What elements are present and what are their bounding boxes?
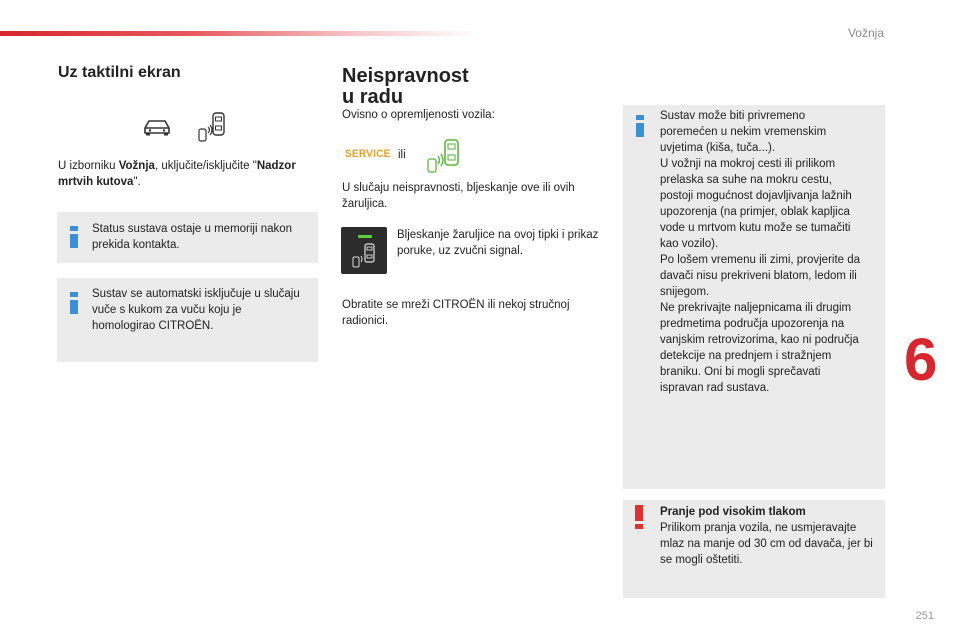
chapter-number: 6 xyxy=(904,326,938,393)
button-warning-text: Bljeskanje žaruljice na ovoj tipki i prikaz poruke, uz zvučni signal. xyxy=(397,229,599,257)
info-box-weather xyxy=(623,105,885,489)
function-name: Nadzor mrtvih kutova xyxy=(58,160,296,188)
contact-text: Obratite se mreži CITROËN ili nekoj stručnoj radionici. xyxy=(342,299,570,327)
menu-text-pre: U izborniku xyxy=(58,160,119,172)
info-icon xyxy=(70,226,78,248)
or-word: ili xyxy=(398,149,406,161)
menu-name: Vožnja xyxy=(118,160,155,172)
info-line: prelaska sa suhe na mokru cestu, xyxy=(660,174,832,186)
warning-icon xyxy=(635,505,643,529)
info-line: kao vozilo). xyxy=(660,238,719,250)
info-line: Sustav može biti privremeno xyxy=(660,110,806,122)
weather-info-text xyxy=(660,108,882,396)
blind-spot-warning-icon xyxy=(425,138,465,174)
blind-spot-icon xyxy=(351,243,379,269)
info-line: davači nisu prekriveni blatom, ledom ili xyxy=(660,270,857,282)
equipment-intro: Ovisno o opremljenosti vozila: xyxy=(342,109,495,121)
info-line: postoji mogućnost dojavljivanja lažnih xyxy=(660,190,852,202)
heading-line2: u radu xyxy=(342,86,404,108)
info-line: U vožnji na mokroj cesti ili prilikom xyxy=(660,158,836,170)
car-icon xyxy=(142,118,172,136)
info-line: Ne prekrivajte naljepnicama ili drugim xyxy=(660,302,852,314)
warning-box-pressure-wash xyxy=(623,500,885,598)
info-line: ispravan rad sustava. xyxy=(660,382,770,394)
info-box-memory xyxy=(57,212,318,263)
info-line: detekcije na prednjem i stražnjem xyxy=(660,350,832,362)
warning-title: Pranje pod visokim tlakom xyxy=(660,506,806,518)
menu-text-mid: , uključite/isključite " xyxy=(154,160,257,172)
info-text-memory: Status sustava ostaje u memoriji nakon prekida kontakta. xyxy=(92,223,293,251)
section-label: Vožnja xyxy=(847,26,884,40)
info-line: poremećen u nekim vremenskim xyxy=(660,126,827,138)
info-line: Po lošem vremenu ili zimi, provjerite da xyxy=(660,254,861,266)
info-line: braniku. Oni bi mogli sprečavati xyxy=(660,366,821,378)
fault-text: U slučaju neispravnosti, bljeskanje ove ili ovih žaruljica. xyxy=(342,182,575,210)
heading-line1: Neispravnost xyxy=(342,65,469,87)
info-line: vanjskim retrovizorima, kao ni područja xyxy=(660,334,859,346)
info-box-towing xyxy=(57,278,318,362)
header-accent-bar xyxy=(0,31,480,36)
menu-instruction xyxy=(58,158,323,190)
malfunction-heading xyxy=(342,66,542,108)
button-led-icon xyxy=(358,235,372,239)
blind-spot-button xyxy=(341,227,387,274)
info-line: predmetima područja upozorenja na xyxy=(660,318,845,330)
menu-text-post: ". xyxy=(133,176,141,188)
info-line: upozorenja (na primjer, oblak kapljica xyxy=(660,206,850,218)
info-line: snijegom. xyxy=(660,286,710,298)
warning-text: Prilikom pranja vozila, ne usmjeravajte mlaz na manje od 30 cm od davača, jer bi se mogli oštetiti. xyxy=(660,522,873,566)
info-icon xyxy=(70,292,78,314)
touchscreen-heading: Uz taktilni ekran xyxy=(58,64,181,81)
service-warning-logo: SERVICE xyxy=(345,148,391,160)
info-text-towing: Sustav se automatski isključuje u slučaju vuče s kukom za vuču koju je homologirao CITROËN. xyxy=(92,288,300,332)
info-line: vode u mrtvom kutu može se tumačiti xyxy=(660,222,851,234)
info-line: uvjetima (kiša, tuča...). xyxy=(660,142,776,154)
info-icon xyxy=(636,115,644,137)
blind-spot-icon xyxy=(196,111,230,143)
page-number: 251 xyxy=(915,610,934,622)
